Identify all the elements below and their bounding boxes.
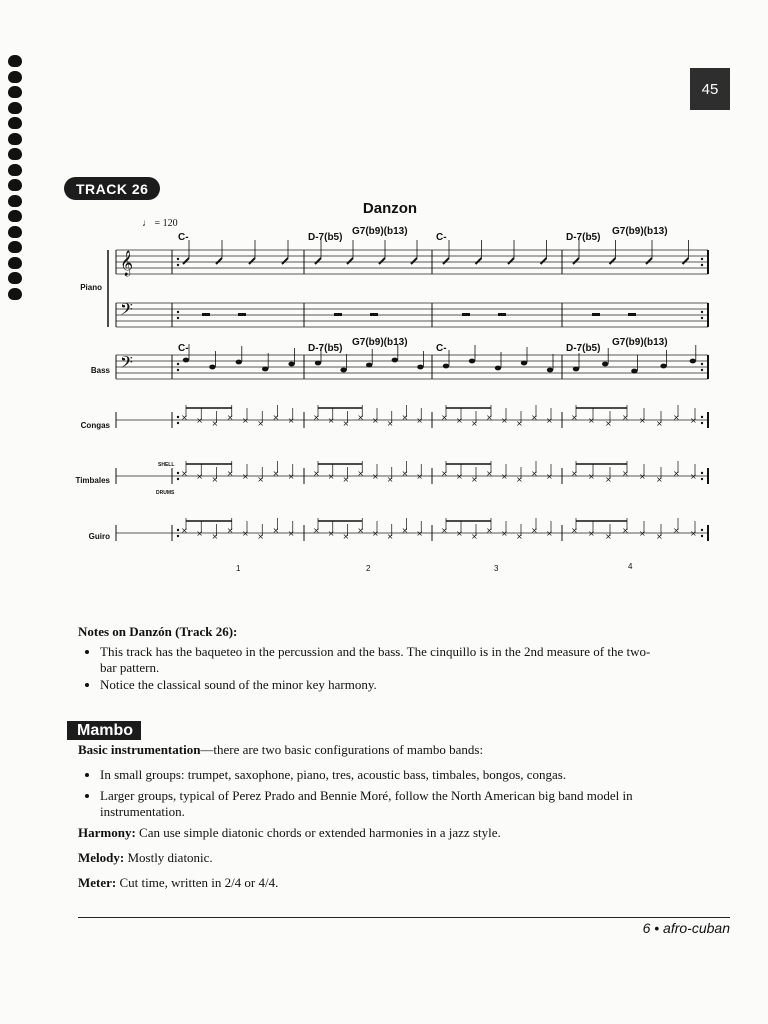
mambo-section [78, 742, 658, 900]
rest-mark [334, 313, 342, 316]
rhythm-slash [476, 258, 482, 264]
repeat-dot [701, 317, 703, 319]
note-head [340, 368, 346, 373]
basic-text: —there are two basic configurations of mambo bands: [200, 742, 484, 757]
basic-label: Basic instrumentation [78, 742, 201, 757]
percussion-note: × [386, 532, 394, 541]
percussion-note: × [242, 416, 249, 425]
page-number: 45 [690, 68, 730, 110]
note-head [183, 358, 189, 363]
instrument-label-congas: Congas [80, 421, 110, 430]
percussion-note: × [441, 413, 448, 422]
percussion-note: × [639, 472, 646, 481]
repeat-dot [177, 422, 179, 424]
percussion-note: × [516, 532, 523, 541]
measure-number: 4 [628, 562, 633, 571]
percussion-note: × [287, 416, 295, 425]
percussion-note: × [622, 526, 629, 535]
percussion-note: × [242, 472, 249, 481]
percussion-note: × [272, 469, 280, 478]
rest-mark [202, 313, 210, 316]
percussion-note: × [622, 413, 629, 422]
list-item: • Notice the classical sound of the minor key harmony. [100, 677, 658, 693]
repeat-dot [177, 317, 179, 319]
repeat-dot [701, 422, 703, 424]
rest-mark [370, 313, 378, 316]
percussion-note: × [257, 419, 264, 428]
note-head [690, 359, 696, 364]
percussion-note: × [471, 475, 478, 484]
clef-symbol: 𝄢 [120, 299, 133, 323]
rest-mark [238, 313, 246, 316]
chord-symbol: G7(b9)(b13) [612, 226, 668, 237]
percussion-note: × [401, 413, 409, 422]
percussion-note: × [588, 472, 595, 481]
note-head [660, 364, 666, 369]
rhythm-slash [443, 258, 449, 264]
percussion-note: × [605, 532, 612, 541]
percussion-note: × [196, 472, 203, 481]
percussion-note: × [471, 419, 478, 428]
rhythm-slash [315, 258, 321, 264]
percussion-note: × [486, 469, 493, 478]
repeat-dot [701, 363, 703, 365]
chord-symbol: D-7(b5) [308, 232, 343, 243]
note-head [631, 369, 637, 374]
percussion-note: × [401, 526, 409, 535]
percussion-note: × [313, 526, 320, 535]
percussion-note: × [287, 529, 295, 538]
note-head [288, 362, 294, 367]
measure-number: 1 [236, 564, 241, 573]
clef-symbol: 𝄢 [120, 352, 133, 376]
clef-symbol: 𝄞 [120, 251, 134, 276]
chord-symbol: G7(b9)(b13) [352, 337, 408, 348]
percussion-note: × [546, 416, 553, 425]
repeat-dot [177, 478, 179, 480]
rhythm-slash [610, 258, 616, 264]
percussion-note: × [690, 472, 697, 481]
percussion-note: × [690, 529, 697, 538]
percussion-note: × [673, 526, 680, 535]
footer-rule [78, 917, 730, 918]
percussion-note: × [501, 416, 508, 425]
percussion-note: × [313, 469, 320, 478]
notes-heading: Notes on Danzón (Track 26): [78, 624, 238, 639]
percussion-note: × [342, 475, 350, 484]
note-head [392, 358, 398, 363]
percussion-note: × [456, 472, 463, 481]
note-head [469, 359, 475, 364]
percussion-note: × [588, 416, 595, 425]
percussion-note: × [441, 469, 448, 478]
measure-number: 3 [494, 564, 499, 573]
percussion-note: × [196, 416, 203, 425]
percussion-note: × [571, 413, 578, 422]
percussion-note: × [327, 529, 335, 538]
repeat-dot [177, 472, 179, 474]
harmony-text: Can use simple diatonic chords or extended harmonies in a jazz style. [135, 825, 501, 840]
percussion-note: × [327, 472, 335, 481]
notes-section [78, 624, 658, 694]
percussion-note: × [272, 413, 280, 422]
percussion-note: × [401, 469, 409, 478]
mambo-heading: Mambo [67, 721, 141, 740]
track-badge: TRACK 26 [64, 177, 160, 200]
percussion-note: × [456, 416, 463, 425]
repeat-dot [177, 369, 179, 371]
rhythm-slash [573, 258, 579, 264]
percussion-note: × [357, 526, 364, 535]
percussion-note: × [372, 416, 379, 425]
repeat-dot [701, 369, 703, 371]
instrument-label-guiro: Guiro [88, 532, 110, 541]
percussion-note: × [226, 413, 234, 422]
percussion-note: × [242, 529, 249, 538]
percussion-note: × [605, 419, 612, 428]
melody-line [78, 850, 658, 866]
percussion-note: × [313, 413, 320, 422]
instrument-label-bass: Bass [90, 366, 110, 375]
rest-mark [462, 313, 470, 316]
percussion-note: × [516, 419, 523, 428]
percussion-note: × [211, 419, 219, 428]
repeat-dot [177, 535, 179, 537]
percussion-note: × [272, 526, 280, 535]
timbales-drums-annotation: DRUMS [156, 490, 175, 496]
percussion-note: × [386, 419, 394, 428]
chord-symbol: C- [178, 232, 189, 243]
rhythm-slash [216, 258, 222, 264]
rhythm-slash [508, 258, 514, 264]
rhythm-slash [411, 258, 417, 264]
list-item: • This track has the baqueteo in the percussion and the bass. The cinquillo is in the 2nd measure of the two-bar pattern. [100, 644, 658, 676]
rhythm-slash [541, 258, 547, 264]
percussion-note: × [486, 413, 493, 422]
instrument-label-timbales: Timbales [75, 476, 110, 485]
percussion-note: × [287, 472, 295, 481]
percussion-note: × [181, 526, 188, 535]
repeat-dot [701, 529, 703, 531]
chord-symbol: D-7(b5) [566, 232, 601, 243]
harmony-line [78, 825, 658, 841]
percussion-note: × [673, 469, 680, 478]
chord-symbol: D-7(b5) [566, 343, 601, 354]
list-item: • Larger groups, typical of Perez Prado and Bennie Moré, follow the North American big band model in instrumentation. [100, 788, 658, 820]
timbales-shell-annotation: SHELL [158, 462, 175, 468]
note-head [521, 361, 527, 366]
percussion-note: × [226, 469, 234, 478]
mambo-list [78, 767, 658, 820]
rhythm-slash [379, 258, 385, 264]
percussion-note: × [656, 532, 663, 541]
chord-symbol: D-7(b5) [308, 343, 343, 354]
percussion-note: × [501, 529, 508, 538]
chord-symbol: C- [436, 343, 447, 354]
chord-symbol: G7(b9)(b13) [352, 226, 408, 237]
rest-mark [498, 313, 506, 316]
chord-symbol: G7(b9)(b13) [612, 337, 668, 348]
rhythm-slash [683, 258, 689, 264]
percussion-note: × [639, 416, 646, 425]
repeat-dot [701, 264, 703, 266]
percussion-note: × [372, 529, 379, 538]
rest-mark [592, 313, 600, 316]
percussion-note: × [342, 419, 350, 428]
instrument-label-piano: Piano [80, 283, 102, 292]
score-title: Danzon [362, 200, 418, 217]
percussion-note: × [673, 413, 680, 422]
note-head [602, 362, 608, 367]
rhythm-slash [347, 258, 353, 264]
basic-instrumentation [78, 742, 658, 758]
chord-symbol: C- [178, 343, 189, 354]
percussion-note: × [639, 529, 646, 538]
percussion-note: × [516, 475, 523, 484]
percussion-note: × [456, 529, 463, 538]
percussion-note: × [531, 469, 538, 478]
note-head [443, 364, 449, 369]
note-head [573, 367, 579, 372]
repeat-dot [177, 311, 179, 313]
percussion-note: × [211, 532, 219, 541]
repeat-dot [177, 363, 179, 365]
percussion-note: × [416, 416, 423, 425]
repeat-dot [701, 535, 703, 537]
melody-text: Mostly diatonic. [124, 850, 213, 865]
percussion-note: × [257, 532, 264, 541]
percussion-note: × [531, 413, 538, 422]
measure-number: 2 [366, 564, 371, 573]
rhythm-slash [183, 258, 189, 264]
percussion-note: × [416, 529, 423, 538]
percussion-note: × [327, 416, 335, 425]
percussion-note: × [441, 526, 448, 535]
percussion-note: × [571, 526, 578, 535]
percussion-note: × [257, 475, 264, 484]
percussion-note: × [531, 526, 538, 535]
percussion-note: × [471, 532, 478, 541]
repeat-dot [177, 416, 179, 418]
percussion-note: × [605, 475, 612, 484]
note-head [209, 365, 215, 370]
repeat-dot [701, 258, 703, 260]
note-head [236, 360, 242, 365]
repeat-dot [177, 258, 179, 260]
repeat-dot [701, 311, 703, 313]
note-head [366, 363, 372, 368]
list-item: • In small groups: trumpet, saxophone, piano, tres, acoustic bass, timbales, bongos, congas. [100, 767, 658, 783]
meter-label: Meter: [78, 875, 117, 890]
percussion-note: × [226, 526, 234, 535]
repeat-dot [701, 472, 703, 474]
repeat-dot [177, 529, 179, 531]
percussion-note: × [342, 532, 350, 541]
page-footer: 6 • afro-cuban [642, 920, 730, 936]
percussion-note: × [656, 419, 663, 428]
percussion-note: × [181, 413, 188, 422]
percussion-note: × [501, 472, 508, 481]
rhythm-slash [646, 258, 652, 264]
percussion-note: × [656, 475, 663, 484]
rhythm-slash [282, 258, 288, 264]
repeat-dot [701, 478, 703, 480]
percussion-note: × [372, 472, 379, 481]
tempo-marking: ♩ = 120 [142, 218, 178, 229]
note-head [417, 365, 423, 370]
note-head [262, 367, 268, 372]
percussion-note: × [416, 472, 423, 481]
percussion-note: × [690, 416, 697, 425]
percussion-note: × [571, 469, 578, 478]
percussion-note: × [357, 413, 364, 422]
note-head [547, 368, 553, 373]
percussion-note: × [386, 475, 394, 484]
percussion-note: × [181, 469, 188, 478]
note-head [495, 366, 501, 371]
percussion-note: × [622, 469, 629, 478]
percussion-note: × [357, 469, 364, 478]
percussion-note: × [196, 529, 203, 538]
chord-symbol: C- [436, 232, 447, 243]
rhythm-slash [249, 258, 255, 264]
repeat-dot [701, 416, 703, 418]
percussion-note: × [211, 475, 219, 484]
percussion-note: × [546, 529, 553, 538]
melody-label: Melody: [78, 850, 125, 865]
meter-line [78, 875, 658, 891]
notes-list [78, 644, 658, 693]
note-head [315, 361, 321, 366]
percussion-note: × [546, 472, 553, 481]
repeat-dot [177, 264, 179, 266]
harmony-label: Harmony: [78, 825, 136, 840]
rest-mark [628, 313, 636, 316]
percussion-note: × [588, 529, 595, 538]
percussion-note: × [486, 526, 493, 535]
meter-text: Cut time, written in 2/4 or 4/4. [116, 875, 279, 890]
